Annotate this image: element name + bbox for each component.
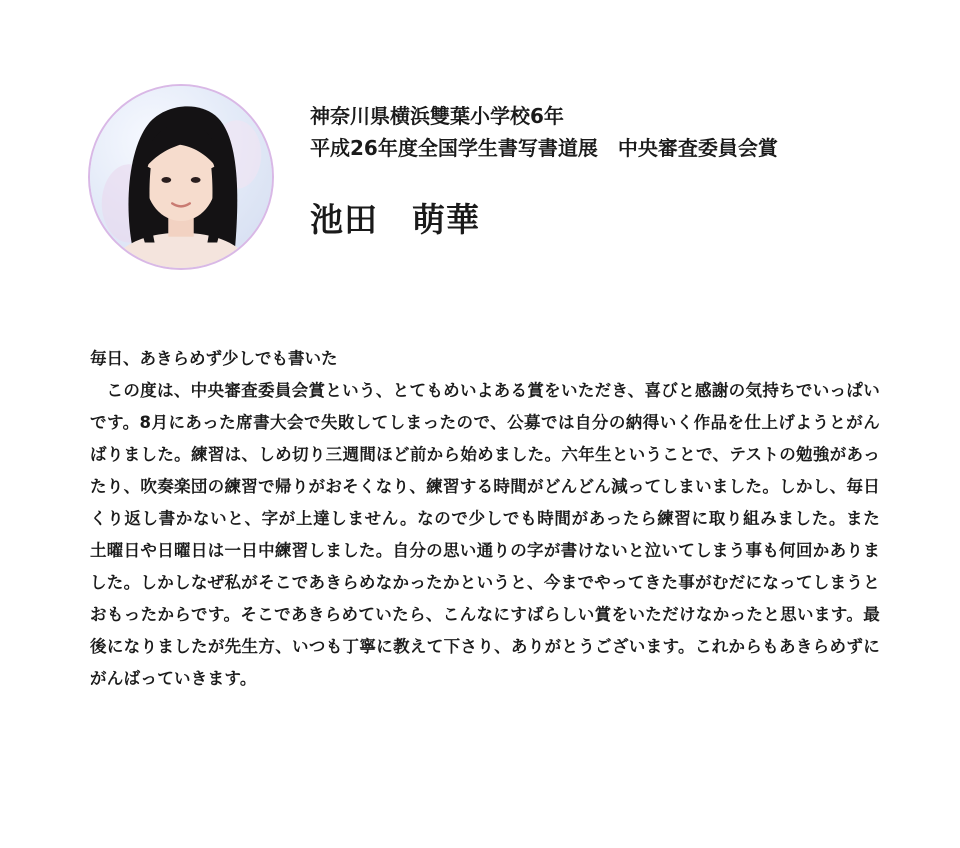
header <box>310 100 910 240</box>
profile-photo <box>88 84 274 270</box>
essay-body: この度は、中央審査委員会賞という、とてもめいよある賞をいただき、喜びと感謝の気持ちでいっぱいです。8月にあった席書大会で失敗してしまったので、公募では自分の納得いく作品を仕上げようとがんばりました。練習は、しめ切り三週間ほど前から始めました。六年生ということで、テストの勉強があったり、吹奏楽団の練習で帰りがおそくなり、練習する時間がどんどん減ってしまいました。しかし、毎日くり返し書かないと、字が上達しません。なので少しでも時間があったら練習に取り組みました。また土曜日や日曜日は一日中練習しました。自分の思い通りの字が書けないと泣いてしまう事も何回かありました。しかしなぜ私がそこであきらめなかったかというと、今までやってきた事がむだになってしまうとおもったからです。そこであきらめていたら、こんなにすばらしい賞をいただけなかったと思います。最後になりましたが先生方、いつも丁寧に教えて下さり、ありがとうございます。これからもあきらめずにがんばっていきます。 <box>90 381 880 688</box>
award-label: 平成26年度全国学生書写書道展 中央審査委員会賞 <box>310 136 778 160</box>
essay <box>90 343 880 695</box>
school-label: 神奈川県横浜雙葉小学校6年 <box>310 104 564 128</box>
student-portrait-photo <box>90 86 272 268</box>
essay-title: 毎日、あきらめず少しでも書いた <box>90 349 338 368</box>
student-name: 池田 萌華 <box>310 200 480 239</box>
